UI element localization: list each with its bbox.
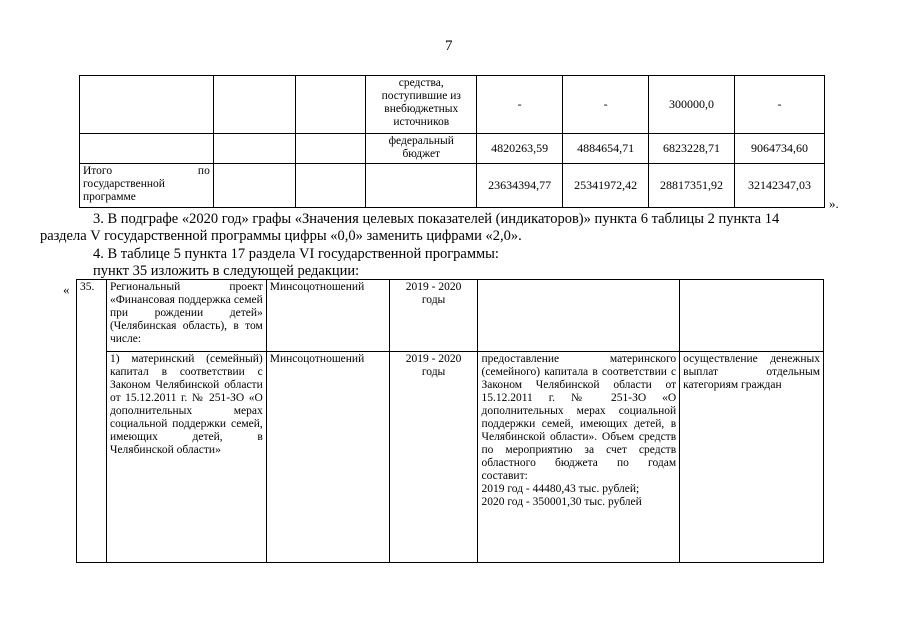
value-cell: - (477, 76, 563, 134)
table-cell (295, 76, 366, 134)
value-cell: 6823228,71 (649, 134, 735, 164)
table-cell (80, 134, 214, 164)
paragraph-3-line-2: раздела V государственной программы цифры «0,0» заменить цифрами «2,0». (40, 228, 522, 244)
paragraph-4-line-2: пункт 35 изложить в следующей редакции: (93, 263, 360, 279)
result-cell (680, 280, 824, 352)
table-cell (295, 134, 366, 164)
page-number: 7 (445, 38, 453, 54)
description-text: предоставление материнского (семейного) капитала в соответствии с Законом Челябинской области от 15.12.2011 г. № 251-ЗО «О дополнительных мерах социальной поддержки семей, имеющих детей, в Челябинской области». Объем средств по мероприятию за счет средств областного бюджета по годам составит: (481, 353, 677, 482)
row-number-cell: 35. (77, 280, 107, 563)
description-cell (478, 280, 680, 352)
period-cell: 2019 - 2020 годы (389, 352, 478, 563)
table-cell (295, 164, 366, 208)
total-value-cell: 28817351,92 (649, 164, 735, 208)
closing-quote: ». (829, 196, 839, 211)
description-cell (478, 352, 680, 563)
financing-table (79, 75, 825, 208)
executor-cell: Минсоцотношений (266, 352, 389, 563)
table-row (80, 134, 825, 164)
funding-source-cell: средства, поступившие из внебюджетных источников (366, 76, 477, 134)
total-label-cell: Итого по государственной программе (80, 164, 214, 208)
value-cell: 4820263,59 (477, 134, 563, 164)
measures-table (76, 279, 824, 563)
paragraph-3-line-1: 3. В подграфе «2020 год» графы «Значения целевых показателей (индикаторов)» пункта 6 таблицы 2 пункта 14 (93, 211, 780, 227)
table-cell (80, 76, 214, 134)
total-value-cell: 25341972,42 (563, 164, 649, 208)
funding-2020: 2020 год - 350001,30 тыс. рублей (481, 496, 642, 508)
table-cell (366, 164, 477, 208)
value-cell: 4884654,71 (563, 134, 649, 164)
table-row (77, 280, 824, 352)
value-cell: - (563, 76, 649, 134)
funding-source-cell: федеральный бюджет (366, 134, 477, 164)
table-row (80, 76, 825, 134)
project-name-cell: Региональный проект «Финансовая поддержка семей при рождении детей» (Челябинская область), в том числе: (106, 280, 266, 352)
paragraph-4-line-1: 4. В таблице 5 пункта 17 раздела VI государственной программы: (93, 246, 499, 262)
table-row (80, 164, 825, 208)
executor-cell: Минсоцотношений (266, 280, 389, 352)
table-cell (213, 134, 295, 164)
value-cell: 300000,0 (649, 76, 735, 134)
total-value-cell: 32142347,03 (735, 164, 825, 208)
table-row (77, 352, 824, 563)
period-cell: 2019 - 2020 годы (389, 280, 478, 352)
total-value-cell: 23634394,77 (477, 164, 563, 208)
value-cell: - (735, 76, 825, 134)
measure-name-cell: 1) материнский (семейный) капитал в соответствии с Законом Челябинской области от 15.12.2011 г. № 251-ЗО «О дополнительных мерах социальной поддержки семей, имеющих детей, в Челябинской области» (106, 352, 266, 563)
funding-2019: 2019 год - 44480,43 тыс. рублей; (481, 483, 640, 495)
table-cell (213, 76, 295, 134)
table-cell (213, 164, 295, 208)
value-cell: 9064734,60 (735, 134, 825, 164)
result-cell: осуществление денежных выплат отдельным категориям граждан (680, 352, 824, 563)
opening-quote: « (63, 282, 70, 297)
